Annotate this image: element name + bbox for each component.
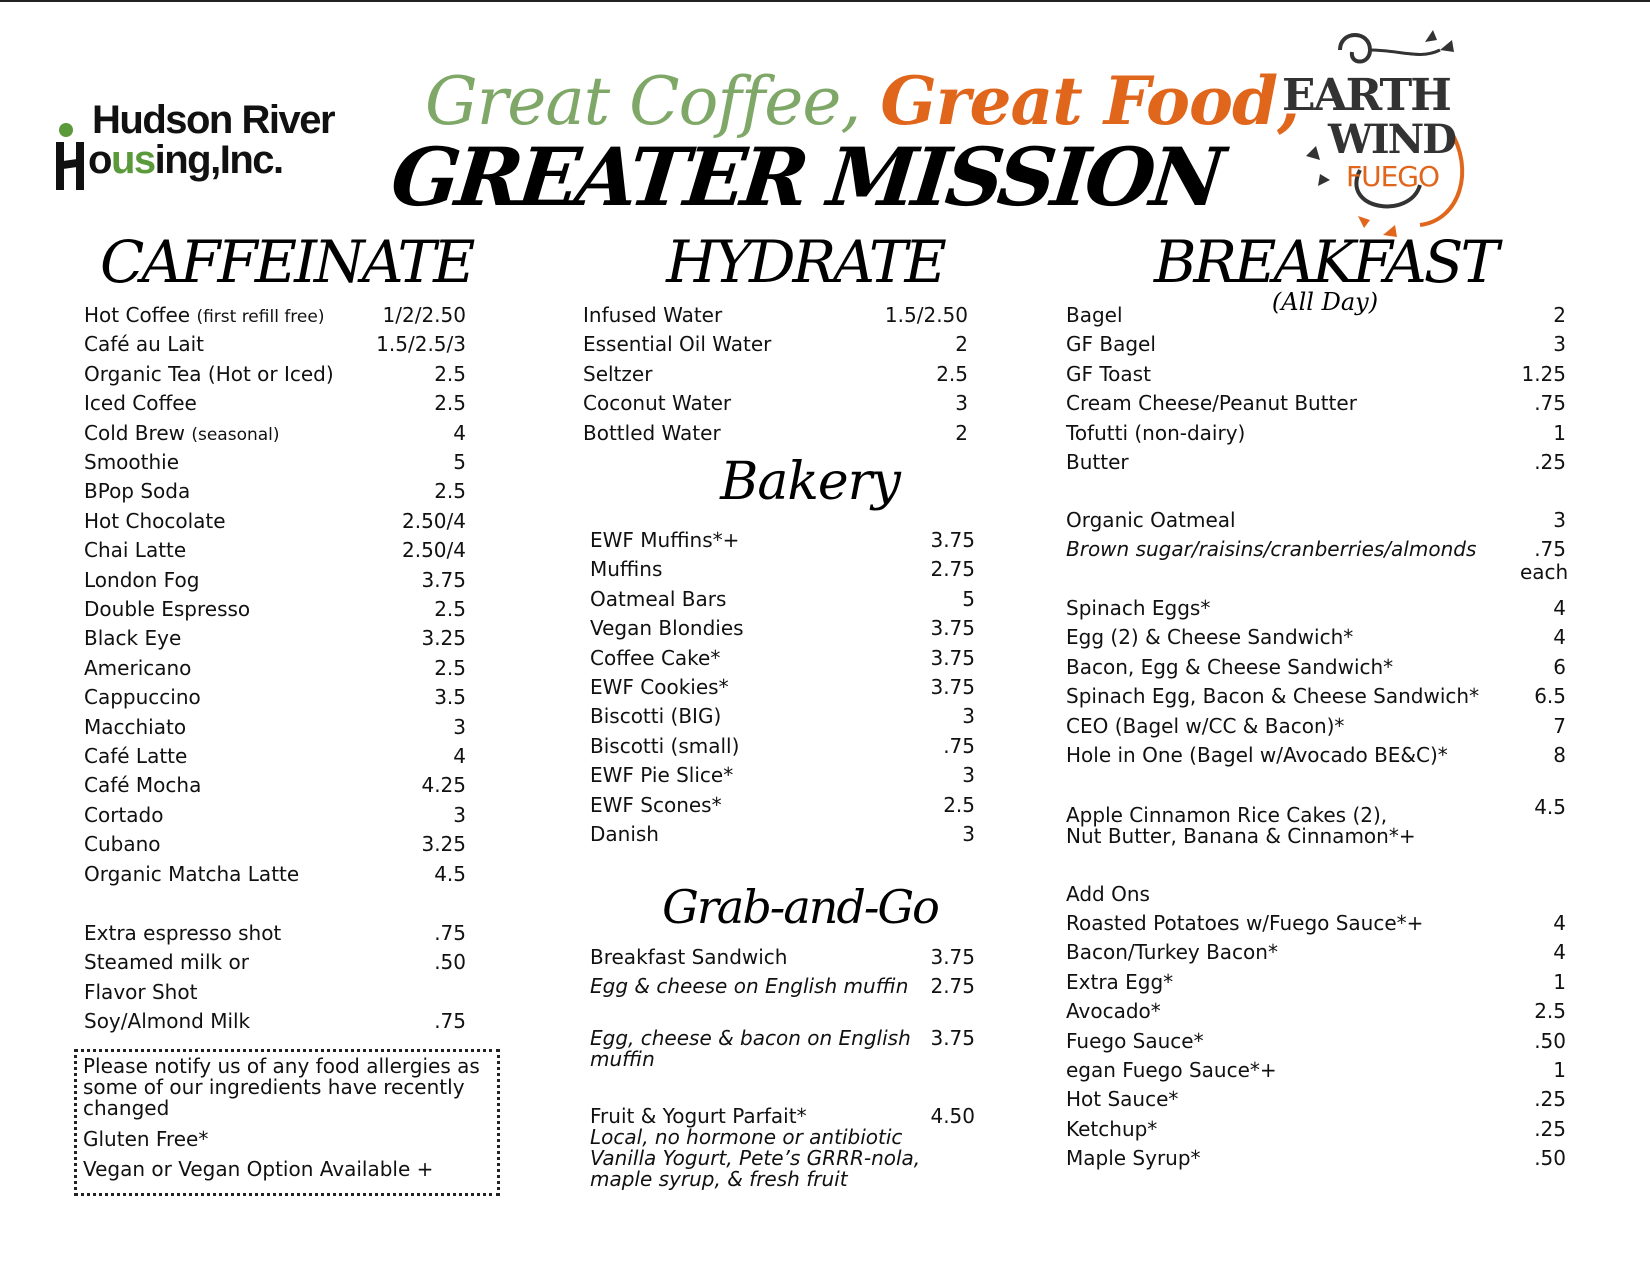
menu-item: Fruit & Yogurt Parfait* 4.50 <box>590 1104 975 1128</box>
menu-item: Apple Cinnamon Rice Cakes (2), <box>1066 803 1388 827</box>
menu-item: Egg, cheese & bacon on English 3.75 <box>590 1026 975 1050</box>
menu-item: Bacon/Turkey Bacon* 4 <box>1066 940 1566 965</box>
menu-item: Soy/Almond Milk .75 <box>84 1009 466 1034</box>
menu-item: Extra Egg* 1 <box>1066 969 1566 994</box>
menu-item: Cream Cheese/Peanut Butter .75 <box>1066 391 1566 416</box>
hydrate-heading: HYDRATE <box>666 228 944 296</box>
add-ons-heading: Add Ons <box>1066 882 1150 906</box>
menu-item: Chai Latte 2.50/4 <box>84 538 466 563</box>
menu-item: Cubano 3.25 <box>84 832 466 857</box>
logo-wind-text: WIND <box>1328 116 1455 163</box>
logo-text-line1: Hudson River <box>92 98 335 142</box>
menu-item: Breakfast Sandwich 3.75 <box>590 945 975 969</box>
menu-item: Smoothie 5 <box>84 450 466 474</box>
hudson-river-housing-logo <box>52 98 372 198</box>
gluten-free-legend: Gluten Free* <box>83 1127 209 1151</box>
menu-item: Ketchup* .25 <box>1066 1116 1566 1141</box>
allergy-line: some of our ingredients have recently <box>83 1075 465 1099</box>
menu-item: Americano 2.5 <box>84 655 466 680</box>
breakfast-heading: BREAKFAST <box>1153 228 1497 296</box>
menu-item: Flavor Shot <box>84 979 198 1004</box>
parfait-desc: maple syrup, & fresh fruit <box>590 1167 848 1191</box>
allergy-line: Please notify us of any food allergies as <box>83 1054 480 1078</box>
price-unit: each <box>1520 560 1569 584</box>
logo-fuego-text: FUEGO <box>1346 160 1440 193</box>
menu-item: Seltzer 2.5 <box>583 361 968 386</box>
menu-item: Steamed milk or .50 <box>84 950 466 975</box>
logo-earth-text: EARTH <box>1282 70 1450 121</box>
menu-item: Roasted Potatoes w/Fuego Sauce*+ 4 <box>1066 911 1566 935</box>
menu-item-price: 4.5 <box>1534 795 1566 819</box>
menu-item: Nut Butter, Banana & Cinnamon*+ <box>1066 824 1416 848</box>
menu-item: Hot Sauce* .25 <box>1066 1087 1566 1112</box>
menu-item: Café au Lait 1.5/2.5/3 <box>84 332 466 357</box>
menu-item: Egg (2) & Cheese Sandwich* 4 <box>1066 625 1566 650</box>
menu-item: Tofutti (non-dairy) 1 <box>1066 420 1566 445</box>
menu-item: Double Espresso 2.5 <box>84 597 466 621</box>
breakfast-subtitle: (All Day) <box>1271 288 1379 316</box>
menu-item: Maple Syrup* .50 <box>1066 1146 1566 1171</box>
menu-item: Vegan Blondies 3.75 <box>590 616 975 641</box>
tagline-line2: GREATER MISSION <box>387 130 1226 224</box>
menu-item: BPop Soda 2.5 <box>84 479 466 504</box>
menu-item: Infused Water 1.5/2.50 <box>583 303 968 327</box>
bakery-heading: Bakery <box>720 452 900 512</box>
menu-item: CEO (Bagel w/CC & Bacon)* 7 <box>1066 713 1566 738</box>
caffeinate-heading: CAFFEINATE <box>100 228 473 296</box>
menu-item: Essential Oil Water 2 <box>583 332 968 357</box>
menu-item: Hot Coffee (first refill free) 1/2/2.50 <box>84 303 466 327</box>
menu-item: Biscotti (small) .75 <box>590 733 975 758</box>
menu-item: Café Mocha 4.25 <box>84 773 466 798</box>
top-border <box>0 0 1650 2</box>
menu-item: Coffee Cake* 3.75 <box>590 645 975 670</box>
menu-item: Bacon, Egg & Cheese Sandwich* 6 <box>1066 654 1566 679</box>
menu-item: EWF Pie Slice* 3 <box>590 763 975 788</box>
menu-item: EWF Cookies* 3.75 <box>590 675 975 699</box>
menu-item: Muffins 2.75 <box>590 557 975 582</box>
menu-item: Danish 3 <box>590 822 975 846</box>
menu-item: GF Bagel 3 <box>1066 332 1566 357</box>
earth-wind-fuego-logo <box>1282 20 1520 240</box>
parfait-desc: Vanilla Yogurt, Pete’s GRRR-nola, <box>590 1146 921 1170</box>
menu-item: Iced Coffee 2.5 <box>84 391 466 416</box>
menu-item: Egg & cheese on English muffin 2.75 <box>590 974 975 998</box>
allergy-notice <box>74 1049 500 1196</box>
menu-item: Café Latte 4 <box>84 744 466 768</box>
menu-item: Cortado 3 <box>84 802 466 827</box>
menu-item: Macchiato 3 <box>84 714 466 739</box>
menu-item: Avocado* 2.5 <box>1066 999 1566 1024</box>
menu-item: Hot Chocolate 2.50/4 <box>84 508 466 533</box>
menu-item: Oatmeal Bars 5 <box>590 586 975 611</box>
menu-item: Spinach Eggs* 4 <box>1066 596 1566 620</box>
menu-item: Cappuccino 3.5 <box>84 685 466 710</box>
menu-item: Organic Matcha Latte 4.5 <box>84 861 466 886</box>
menu-item: London Fog 3.75 <box>84 567 466 592</box>
menu-item: GF Toast 1.25 <box>1066 361 1566 386</box>
menu-item: Spinach Egg, Bacon & Cheese Sandwich* 6.5 <box>1066 684 1566 709</box>
menu-item: Coconut Water 3 <box>583 391 968 416</box>
menu-item: Extra espresso shot .75 <box>84 921 466 945</box>
menu-item: Bottled Water 2 <box>583 420 968 445</box>
menu-item: egan Fuego Sauce*+ 1 <box>1066 1058 1566 1082</box>
menu-item: EWF Muffins*+ 3.75 <box>590 528 975 552</box>
menu-item: EWF Scones* 2.5 <box>590 792 975 817</box>
vegan-legend: Vegan or Vegan Option Available + <box>83 1157 434 1181</box>
allergy-line: changed <box>83 1096 170 1120</box>
grab-and-go-heading: Grab-and-Go <box>662 880 938 934</box>
menu-item: Fuego Sauce* .50 <box>1066 1028 1566 1053</box>
menu-item: Bagel 2 <box>1066 303 1566 327</box>
parfait-desc: Local, no hormone or antibiotic <box>590 1125 903 1149</box>
menu-item-note: muffin <box>590 1047 655 1071</box>
tagline-line1: Great Coffee, Great Food, <box>425 62 1300 140</box>
menu-item: Hole in One (Bagel w/Avocado BE&C)* 8 <box>1066 743 1566 767</box>
logo-text-line2: ousing,Inc. <box>88 138 283 182</box>
menu-item: Brown sugar/raisins/cranberries/almonds .75 <box>1066 537 1566 561</box>
menu-item: Butter .25 <box>1066 450 1566 474</box>
menu-item: Cold Brew (seasonal) 4 <box>84 420 466 445</box>
menu-item: Organic Tea (Hot or Iced) 2.5 <box>84 361 466 386</box>
menu-item: Organic Oatmeal 3 <box>1066 508 1566 532</box>
menu-item: Biscotti (BIG) 3 <box>590 704 975 729</box>
menu-item: Black Eye 3.25 <box>84 626 466 651</box>
